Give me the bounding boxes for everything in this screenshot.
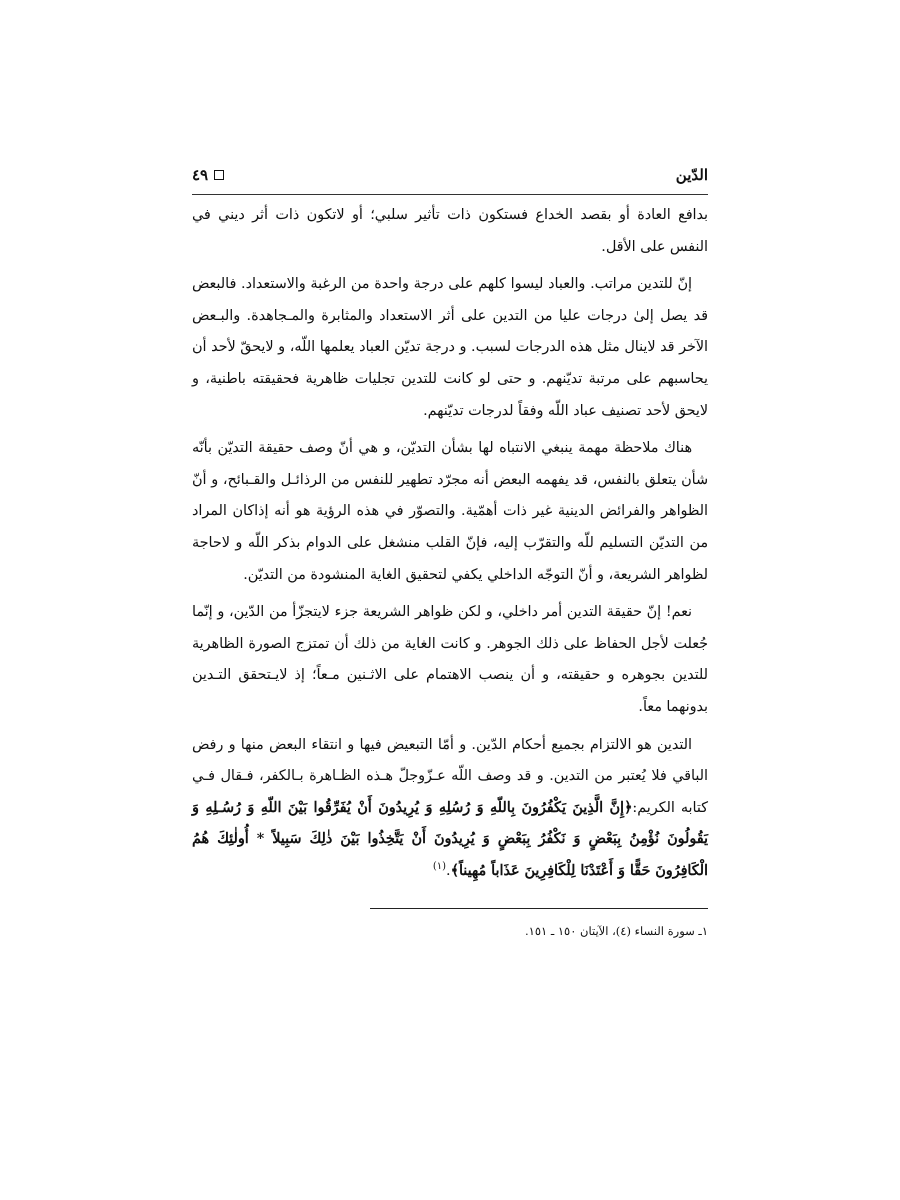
footnote-text: ١ـ سورة النساء (٤)، الآيتان ١٥٠ ـ ١٥١. [525,924,708,938]
quran-verse: ﴿إِنَّ الَّذِينَ يَكْفُرُونَ بِاللّهِ وَ رُسُلِهِ وَ يُرِيدُونَ أَنْ يُفَرِّقُوا بَيْنَ اللّهِ وَ رُسُـلِهِ وَ يَقُولُونَ نُؤْمِنُ بِبَعْضٍ وَ نَكْفُرُ بِبَعْضٍ وَ يُرِيدُونَ أَنْ يَتَّخِذُوا بَيْنَ ذٰلِكَ سَبِيلاً * أُولٰئِكَ هُمُ الْكَافِرُونَ حَقًّا وَ أَعْتَدْنَا لِلْكَافِرِينَ عَذَاباً مُهِيناً﴾ [192,799,708,879]
footnote-reference[interactable]: (١) [432,861,447,873]
body-text [192,200,708,893]
running-header-title: الدّين [675,166,708,184]
document-page [192,160,708,1160]
paragraph-4-text: نعم! إنّ حقيقة التدين أمر داخلي، و لكن ظواهر الشريعة جزء لايتجزّأ من الدّين، و إنّما جُعلت لأجل الحفاظ على ذلك الجوهر. و كانت الغاية من ذلك أن تمتزج الصورة الظاهرية للتدين بجوهره و حقيقته، و أن ينصب الاهتمام على الاثـنين مـعاً؛ إذ لايـتحقق التـدين بدونهما معاً. [192,604,708,715]
paragraph-1-text: بدافع العادة أو بقصد الخداع فستكون ذات تأثير سلبي؛ أو لاتكون ذات أثر ديني في النفس على الأقل. [192,207,708,255]
page-number-group [192,166,224,184]
paragraph-4 [192,597,708,723]
running-header [192,166,708,192]
paragraph-5-end: . [446,862,451,879]
paragraph-2 [192,269,708,427]
paragraph-5 [192,730,708,888]
paragraph-2-text: إنّ للتدين مراتب. والعباد ليسوا كلهم على درجة واحدة من الرغبة والاستعداد. فالبعض قد يصل إلىٰ درجات عليا من التدين على أثر الاستعداد والمثابرة والمـجاهدة. والبـعض الآخر قد لاينال مثل هذه الدرجات لسبب. و درجة تديّن العباد يعلمها اللّه، و لايحقّ لأحد أن يحاسبهم على مرتبة تديّنهم. و حتى لو كانت للتدين تجليات ظاهرية فحقيقته باطنية، و لايحق لأحد تصنيف عباد اللّه وفقاً لدرجات تديّنهم. [192,276,708,419]
footnote [192,922,708,940]
header-divider [192,194,708,195]
paragraph-1 [192,200,708,263]
paragraph-5-text: التدين هو الالتزام بجميع أحكام الدّين. و أمّا التبعيض فيها و انتقاء البعض منها و رفض الباقي فلا يُعتبر من التدين. و قد وصف اللّه عـزّوجلّ هـذه الظـاهرة بـالكفر، فـقال فـي كتابه الكريم: [192,736,708,816]
paragraph-3-text: هناك ملاحظة مهمة ينبغي الانتباه لها بشأن التديّن، و هي أنّ وصف حقيقة التديّن بأنّه شأن يتعلق بالنفس، قد يفهمه البعض أنه مجرّد تطهير للنفس من الرذائـل والقـبائح، و أنّ الظواهر والفرائض الدينية غير ذات أهمّية. والتصوّر في هذه الرؤية هو أنه إذاكان المراد من التديّن التسليم للّه والتقرّب إليه، فإنّ القلب منشغل على الدوام بذكر اللّه و لاحاجة لظواهر الشريعة، و أنّ التوجّه الداخلي يكفي لتحقيق الغاية المنشودة من التديّن. [192,440,708,583]
paragraph-3 [192,433,708,591]
footnote-divider [370,908,708,909]
square-outline-icon [214,170,224,180]
page-number: ٤٩ [192,166,209,184]
